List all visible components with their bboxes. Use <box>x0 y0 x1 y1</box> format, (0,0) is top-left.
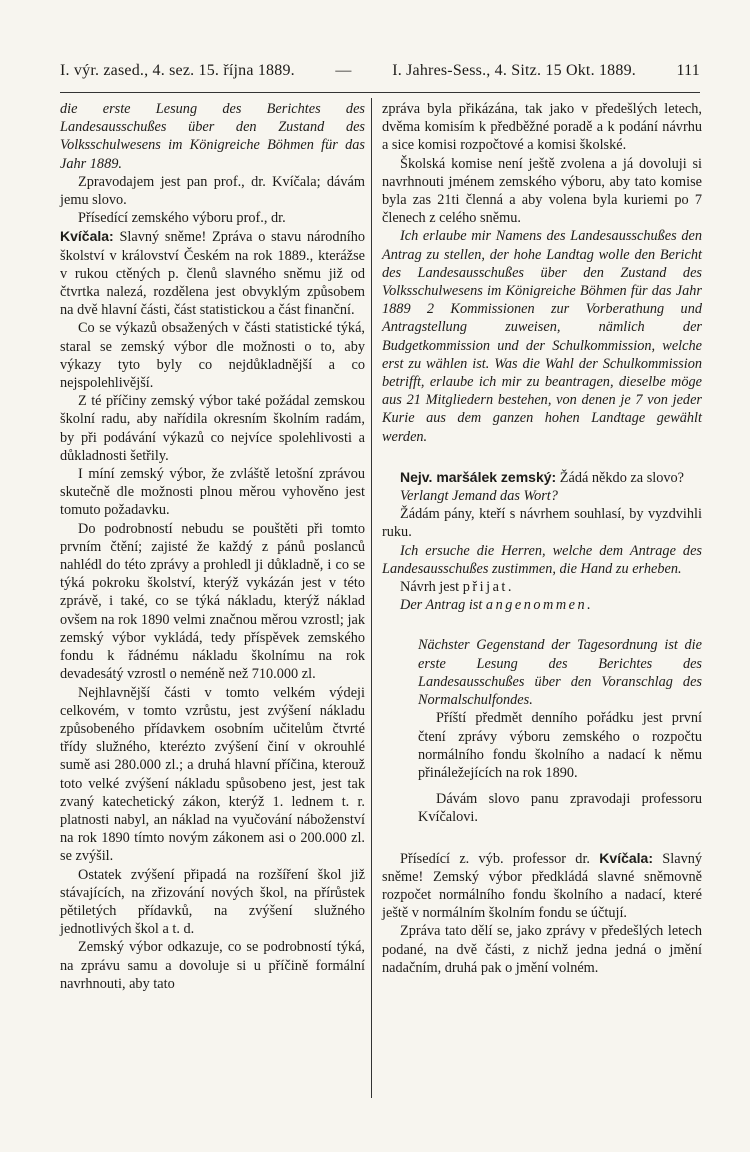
header-dash: — <box>335 62 352 79</box>
paragraph: Žádám pány, kteří s návrhem souhlasí, by vyzdvihli ruku. <box>382 506 702 541</box>
paragraph: Ich ersuche die Herren, welche dem Antrage des Landesausschußes zustimmen, die Hand zu erheben. <box>382 542 702 577</box>
header-czech: I. výr. zased., 4. sez. 15. října 1889. <box>60 62 295 79</box>
result-text: přijat. <box>462 579 514 596</box>
paragraph: Ostatek zvýšení připadá na rozšíření škol již stávajících, na zřizování nových škol, na přírůstek pětiletých přídavků, na zvýšení služného jednotlivých škol a t. d. <box>60 866 365 938</box>
paragraph: Ich erlaube mir Namens des Landesausschußes den Antrag zu stellen, der hohe Landtag wolle den Bericht des Landesausschußes über den Zustand des Volksschulwesens im Königreiche Böhmen für das Jahr 1889 2 Kommissionen zur Vorberathung und Antragstellung zuweisen, nämlich der Budgetkommission und der Schulkommission, welche erst zu wählen ist. Was die Wahl der Schulkommission betrifft, erlaube ich mir zu beantragen, dieselbe möge aus 21 Mitgliedern bestehen, von denen je 7 von jeder Kurie aus dem ganzen hohen Landtage gewählt werden. <box>382 228 702 445</box>
result-text: angenommen. <box>485 597 594 614</box>
paragraph: Školská komise není ještě zvolena a já dovoluji si navrhnouti jménem zemského výboru, aby tato komise byla zas 21ti členná a aby volena byla kuriemi po 7 členech z celého sněmu. <box>382 155 702 227</box>
paragraph: Příští předmět denního pořádku jest první čtení zprávy výboru zemského o rozpočtu normálního fondu školního a nadací k němu přináležejících na rok 1890. <box>418 710 702 781</box>
header-german: I. Jahres-Sess., 4. Sitz. 15 Okt. 1889. <box>392 62 636 79</box>
column-divider <box>371 98 372 1098</box>
right-column <box>382 100 702 977</box>
left-column <box>60 100 365 993</box>
paragraph: Dávám slovo panu zpravodaji professoru Kvíčalovi. <box>418 791 702 826</box>
paragraph: Z té příčiny zemský výbor také požádal zemskou školní radu, aby nařídila okresním školním radám, by při podávání výkazů co nejvíce spolehlivosti a důkladnosti šetřily. <box>60 393 365 464</box>
paragraph-text: Přísedící zemského výboru prof., dr. <box>78 210 286 227</box>
paragraph-text: Žádá někdo za slovo? <box>559 469 685 486</box>
paragraph <box>382 468 702 487</box>
header-rule <box>60 92 700 93</box>
paragraph-text: Slavný sněme! Zpráva o stavu národního školství v království Českém na rok 1889., kterážse v rukou ctěných p. členů slavného sněmu již od čtvrtka nalezá, rozdělena jest obvyklým způsobem na dvě hlavní části, část statistickou a část finanční. <box>60 229 366 319</box>
paragraph-text: Přísedící z. výb. professor dr. <box>400 850 590 867</box>
paragraph <box>382 849 702 923</box>
paragraph: I míní zemský výbor, že zvláště letošní zprávou skutečně dle možnosti plnou měrou vyhověno jest tomuto požadavku. <box>60 466 365 519</box>
paragraph: Nächster Gegenstand der Tagesordnung ist die erste Lesung des Berichtes des Landesausschußes über den Voranschlag des Normalschulfondes. <box>418 637 702 709</box>
speaker-name: Nejv. maršálek zemský: <box>400 468 557 485</box>
paragraph: Verlangt Jemand das Wort? <box>400 488 558 505</box>
speaker-name: Kvíčala: <box>60 228 114 245</box>
paragraph: Co se výkazů obsažených v části statistické týká, staral se zemský výbor dle možnosti o to, aby výkazy tyto byly co nejdůkladnější a co nejspolehlivější. <box>60 320 365 392</box>
speaker-name: Kvíčala: <box>599 849 653 866</box>
paragraph: zpráva byla přikázána, tak jako v předešlých letech, dvěma komisím k předběžné poradě a k podání návrhu a sice komisi rozpočtové a komisi školské. <box>382 101 702 154</box>
page-number: 111 <box>676 62 700 79</box>
agenda-block <box>382 636 702 826</box>
paragraph: Do podrobností nebudu se pouštěti při tomto prvním čtění; zajisté že každý z pánů poslanců nahlédl do této zprávy a prohledl ji důkladně, i co se týká pokroku školství, kterýž vykázán jest v této zprávě, i také, co se týká nákladu, kterýž náklad ovšem na rok 1890 velmi značnou měrou vzrostl; jak zemský výbor vykládá, tedy příspěvek zemského fondu k řádnému nákladu školnímu na rok devadesátý vzrostl o neméně než 710.000 zl. <box>60 520 365 683</box>
paragraph <box>382 578 702 596</box>
page-header <box>60 62 700 80</box>
paragraph <box>382 596 702 614</box>
paragraph <box>60 209 365 319</box>
paragraph: Zpravodajem jest pan prof., dr. Kvíčala; dávám jemu slovo. <box>60 173 365 209</box>
paragraph: Zpráva tato dělí se, jako zprávy v předešlých letech podané, na dvě části, z nichž jedna jedná o jmění nadačním, druhá pak o jmění volném. <box>382 923 702 976</box>
paragraph: Nejhlavnější části v tomto velkém výdeji celkovém, v tomto vzrůstu, jest zvýšení nákladu způsobeného přídavkem osobním učitelům čtvrté třídy služného, kterézto zvýšení činí v okrouhlé sumě asi 280.000 zl.; a druhá hlavní příčina, kterouž toto velké zvýšení nákladu spůsobeno jest, jest tak zvaný katechetický zákon, kterýž 1. lednem t. r. platnosti nabyl, an náklad na vyučování náboženství na rok 1890 tímto novým zákonem asi o 200.000 zl. se zvýšil. <box>60 684 365 865</box>
paragraph: Zemský výbor odkazuje, co se podrobností týká, na zprávu samu a dovoluje si u příčině formální navrhnouti, aby tato <box>60 939 365 992</box>
paragraph-text: Slavný sněme! Zemský výbor předkládá slavné sněmovně rozpočet normálního fondu školního a nadací, které ještě v normálním školním fondu se účtují. <box>382 850 703 922</box>
paragraph-text: Návrh jest <box>400 579 463 596</box>
paragraph: die erste Lesung des Berichtes des Landesausschußes über den Zustand des Volksschulwesens im Königreiche Böhmen für das Jahr 1889. <box>60 101 365 172</box>
paragraph-text: Der Antrag ist <box>400 597 486 614</box>
